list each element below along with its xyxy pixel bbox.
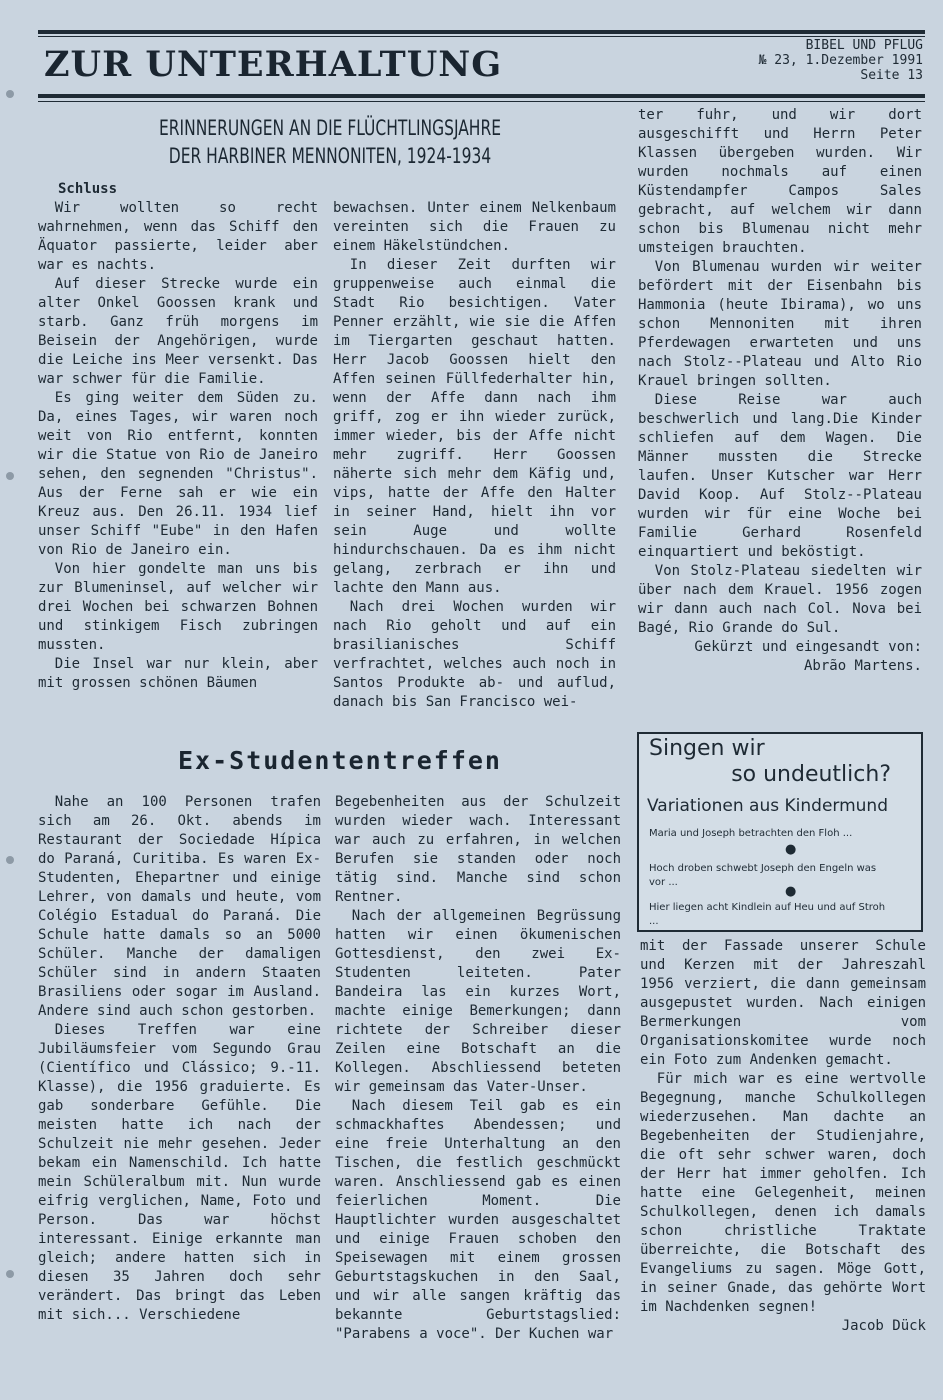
article1-column1 [38, 180, 318, 693]
article1-column3 [638, 106, 922, 676]
paragraph: Es ging weiter dem Süden zu. Da, eines Tages, wir waren noch weit von Rio entfernt, konnten wir die Statue von Rio de Janeiro sehen, den segnenden "Christus". Aus der Ferne sah er wie ein Kreuz aus. Den 26.11. 1934 lief unser Schiff "Eube" in den Hafen von Rio de Janeiro ein. [38, 390, 318, 558]
punch-hole [6, 90, 14, 98]
publication-name: BIBEL UND PFLUG [805, 38, 923, 53]
paragraph: In dieser Zeit durften wir gruppenweise auch einmal die Stadt Rio besichtigen. Vater Penner erzählt, wie sie die Affen im Tiergarten geschaut hatten. Herr Jacob Goossen hielt den Affen seinen Füllfederhalter hin, wenn der Affe dann nach ihm griff, zog er ihn wieder zurück, immer wieder, bis der Affe nicht mehr zugriff. Herr Goossen näherte sich mehr dem Käfig und, vips, hatte der Affe den Halter in seiner Hand, hielt ihn vor sein Auge und wollte hindurchschauen. Da es ihm nicht gelang, zerbrach er ihn und lachte den Mann aus. [333, 257, 616, 596]
paragraph: Von hier gondelte man uns bis zur Blumeninsel, auf welcher wir drei Wochen bei schwarzen Bohnen und stinkigem Fisch zubringen mussten. [38, 561, 318, 653]
kindermund-box [637, 732, 923, 932]
article2-column2 [335, 793, 621, 1344]
masthead-rule-thin [38, 101, 925, 102]
paragraph: ter fuhr, und wir dort ausgeschifft und Herrn Peter Klassen übergeben wurden. Wir wurden nochmals auf einen Küstendampfer Campos Sales gebracht, auf welchem wir dann schon bis Blumenau nicht mehr umsteigen brauchten. [638, 107, 922, 256]
paragraph: Auf dieser Strecke wurde ein alter Onkel Goossen krank und starb. Ganz früh morgens im Beisein der Angehörigen, wurde die Leiche ins Meer versenkt. Das war schwer für die Familie. [38, 276, 318, 387]
punch-hole [6, 1270, 14, 1278]
paragraph: Diese Reise war auch beschwerlich und lang.Die Kinder schliefen auf dem Wagen. Die Männer mussten die Strecke laufen. Unser Kutscher war Herr David Koop. Auf Stolz--Plateau wurden wir für eine Woche bei Familie Gerhard Rosenfeld einquartiert und beköstigt. [638, 392, 922, 560]
paragraph: Begebenheiten aus der Schulzeit wurden wieder wach. Interessant war auch zu erfahren, in welchen Berufen sie standen oder noch tätig sind. Manche sind schon Rentner. [335, 794, 621, 905]
paragraph: Für mich war es eine wertvolle Begegnung, manche Schulkollegen wiederzusehen. Man dachte an Begebenheiten der Studienjahre, die oft sehr schwer waren, doch der Herr hat immer geholfen. Ich hatte eine Gelegenheit, meinen Schulkollegen, denen ich damals schon christliche Traktate überreichte, die Botschaft des Evangeliums zu sagen. Möge Gott, in seiner Gnade, das gehörte Wort im Nachdenken segnen! [640, 1071, 926, 1315]
article2-column3 [640, 937, 926, 1336]
box-item: Hoch droben schwebt Joseph den Engeln was vor ... [649, 863, 877, 888]
article2-column1 [38, 793, 321, 1325]
paragraph: Nach der allgemeinen Begrüssung hatten wir einen ökumenischen Gottesdienst, den zwei Ex-Studenten leiteten. Pater Bandeira las ein kurzes Wort, machte einige Bemerkungen; dann richtete der Schreiber dieser Zeilen eine Botschaft an die Kollegen. Abschliessend beteten wir gemeinsam das Vater-Unser. [335, 908, 621, 1095]
section-title: ZUR UNTERHALTUNG [44, 44, 503, 85]
paragraph: Nahe an 100 Personen trafen sich am 26. Okt. abends im Restaurant der Sociedade Hípica do Paraná, Curitiba. Es waren Ex-Studenten, Ehepartner und einige Lehrer, von damals und heute, vom Colégio Estadual do Paraná. Die Schule hatte damals so an 5000 Schüler. Manche der damaligen Schüler sind in andern Staaten Brasiliens oder sogar im Ausland. Andere sind auch schon gestorben. [38, 794, 321, 1019]
top-rule-thick [38, 30, 925, 34]
issue-meta [759, 38, 923, 83]
paragraph: Wir wollten so recht wahrnehmen, wenn das Schiff den Äquator passierte, leider aber war es nachts. [38, 200, 318, 273]
page-number: Seite 13 [860, 68, 923, 83]
box-subtitle: Variationen aus Kindermund [647, 796, 888, 816]
article1-subhead: Schluss [58, 181, 118, 197]
paragraph: Nach drei Wochen wurden wir nach Rio geholt und auf ein brasilianisches Schiff verfrachtet, welches auch noch in Santos Produkte ab- und auflud, danach bis San Francisco wei- [333, 599, 616, 710]
headline-line2: DER HARBINER MENNONITEN, 1924-1934 [168, 144, 492, 168]
paragraph: bewachsen. Unter einem Nelkenbaum vereinten sich die Frauen zu einem Häkelstündchen. [333, 200, 616, 254]
top-rule-thin [38, 36, 925, 37]
author-signature: Jacob Dück [841, 1318, 926, 1334]
article1-headline [84, 114, 576, 170]
paragraph: Von Stolz-Plateau siedelten wir über nach dem Krauel. 1956 zogen wir dann auch nach Col. Nova bei Bagé, Rio Grande do Sul. [638, 563, 922, 636]
credit-line: Gekürzt und eingesandt von: [694, 639, 922, 655]
paragraph: mit der Fassade unserer Schule und Kerzen mit der Jahreszahl 1956 verziert, die dann gemeinsam ausgepustet wurden. Nach einigen Bermerkungen vom Organisationskomitee wurde noch ein Foto zum Andenken gemacht. [640, 938, 926, 1068]
paragraph: Von Blumenau wurden wir weiter befördert mit der Eisenbahn bis Hammonia (heute Ibirama), wo uns schon Mennoniten mit ihren Pferdewagen erwarteten und uns nach Stolz--Plateau und Alto Rio Krauel bringen sollten. [638, 259, 922, 389]
punch-hole [6, 472, 14, 480]
author-signature: Abrão Martens. [803, 658, 922, 674]
article2-title: Ex-Studententreffen [178, 746, 502, 775]
box-title-line2: so undeutlich? [731, 762, 891, 787]
bullet-dot-icon: ● [785, 842, 797, 857]
box-item: Hier liegen acht Kindlein auf Heu und auf Stroh ... [649, 902, 886, 927]
box-item: Maria und Joseph betrachten den Floh ... [649, 828, 853, 839]
paragraph: Dieses Treffen war eine Jubiläumsfeier vom Segundo Grau (Científico und Clássico; 9.-11. Klasse), die 1956 graduierte. Es gab sonderbare Gefühle. Die meisten hatte ich nach der Schulzeit nie mehr gesehen. Jeder bekam ein Namenschild. Ich hatte mein Schüleralbum mit. Nun wurde eifrig verglichen, Name, Foto und Person. Das war höchst interessant. Einige erkannte man gleich; andere hatten sich in diesen 35 Jahren doch sehr verändert. Das bringt das Leben mit sich... Verschiedene [38, 1022, 321, 1323]
box-title-line1: Singen wir [649, 736, 765, 761]
article1-column2 [333, 199, 616, 712]
headline-line1: ERINNERUNGEN AN DIE FLÜCHTLINGSJAHRE [158, 116, 502, 140]
masthead-rule-thick [38, 94, 925, 98]
paragraph: Nach diesem Teil gab es ein schmackhaftes Abendessen; und eine freie Unterhaltung an den Tischen, die festlich geschmückt waren. Anschliessend gab es einen feierlichen Moment. Die Hauptlichter wurden ausgeschaltet und einige Frauen schoben den Speisewagen mit einem grossen Geburtstagskuchen in den Saal, und wir alle sangen kräftig das bekannte Geburtstagslied: "Parabens a voce". Der Kuchen war [335, 1098, 621, 1342]
bullet-dot-icon: ● [785, 884, 797, 899]
paragraph: Die Insel war nur klein, aber mit grossen schönen Bäumen [38, 656, 318, 691]
punch-hole [6, 856, 14, 864]
issue-date: № 23, 1.Dezember 1991 [758, 53, 923, 68]
